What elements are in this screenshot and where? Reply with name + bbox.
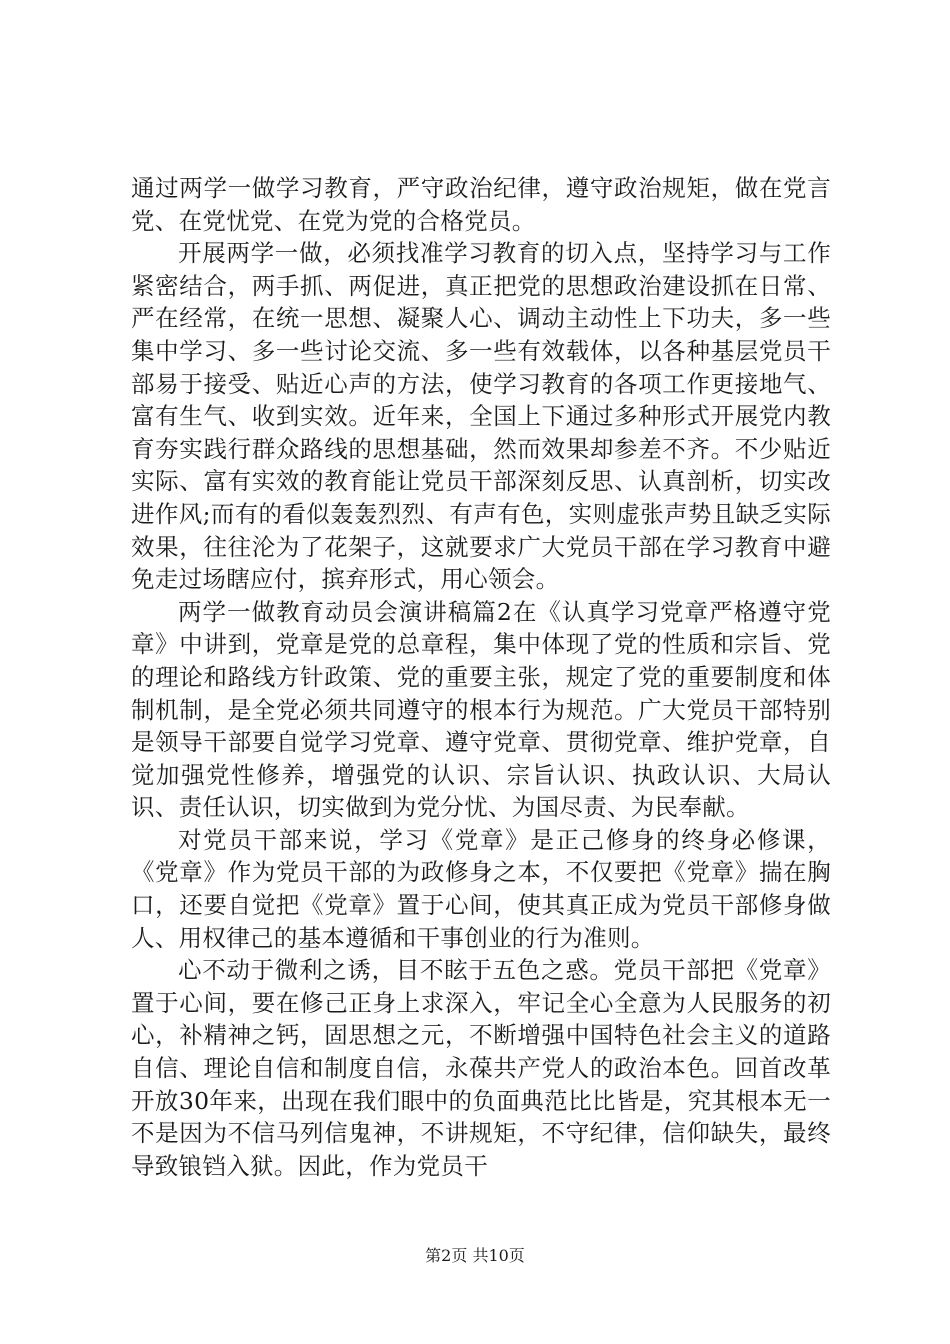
paragraph-3: 两学一做教育动员会演讲稿篇2在《认真学习党章严格遵守党章》中讲到，党章是党的总章程，集中体现了党的性质和宗旨、党的理论和路线方针政策、党的重要主张，规定了党的重要制度和体制机制，是全党必须共同遵守的根本行为规范。广大党员干部特别是领导干部要自觉学习党章、遵守党章、贯彻党章、维护党章，自觉加强党性修养，增强党的认识、宗旨认识、执政认识、大局认识、责任认识，切实做到为党分忧、为国尽责、为民奉献。: [131, 597, 831, 822]
paragraph-2: 开展两学一做，必须找准学习教育的切入点，坚持学习与工作紧密结合，两手抓、两促进，真正把党的思想政治建设抓在日常、严在经常，在统一思想、凝聚人心、调动主动性上下功夫，多一些集中学习、多一些讨论交流、多一些有效载体，以各种基层党员干部易于接受、贴近心声的方法，使学习教育的各项工作更接地气、富有生气、收到实效。近年来，全国上下通过多种形式开展党内教育夯实践行群众路线的思想基础，然而效果却参差不齐。不少贴近实际、富有实效的教育能让党员干部深刻反思、认真剖析，切实改进作风;而有的看似轰轰烈烈、有声有色，实则虚张声势且缺乏实际效果，往往沦为了花架子，这就要求广大党员干部在学习教育中避免走过场瞎应付，摈弃形式，用心领会。: [131, 239, 831, 594]
paragraph-5: 心不动于微利之诱，目不眩于五色之惑。党员干部把《党章》置于心间，要在修己正身上求深入，牢记全心全意为人民服务的初心，补精神之钙，固思想之元，不断增强中国特色社会主义的道路自信、理论自信和制度自信，永葆共产党人的政治本色。回首改革开放30年来，出现在我们眼中的负面典范比比皆是，究其根本无一不是因为不信马列信鬼神，不讲规矩，不守纪律，信仰缺失，最终导致锒铛入狱。因此，作为党员干: [131, 956, 831, 1180]
document-body: [131, 172, 831, 1182]
paragraph-1: 通过两学一做学习教育，严守政治纪律，遵守政治规矩，做在党言党、在党忧党、在党为党的合格党员。: [131, 174, 831, 235]
page-number-footer: 第2页 共10页: [425, 1246, 525, 1265]
paragraph-4: 对党员干部来说，学习《党章》是正己修身的终身必修课，《党章》作为党员干部的为政修身之本，不仅要把《党章》揣在胸口，还要自觉把《党章》置于心间，使其真正成为党员干部修身做人、用权律己的基本遵循和干事创业的行为准则。: [131, 825, 831, 952]
